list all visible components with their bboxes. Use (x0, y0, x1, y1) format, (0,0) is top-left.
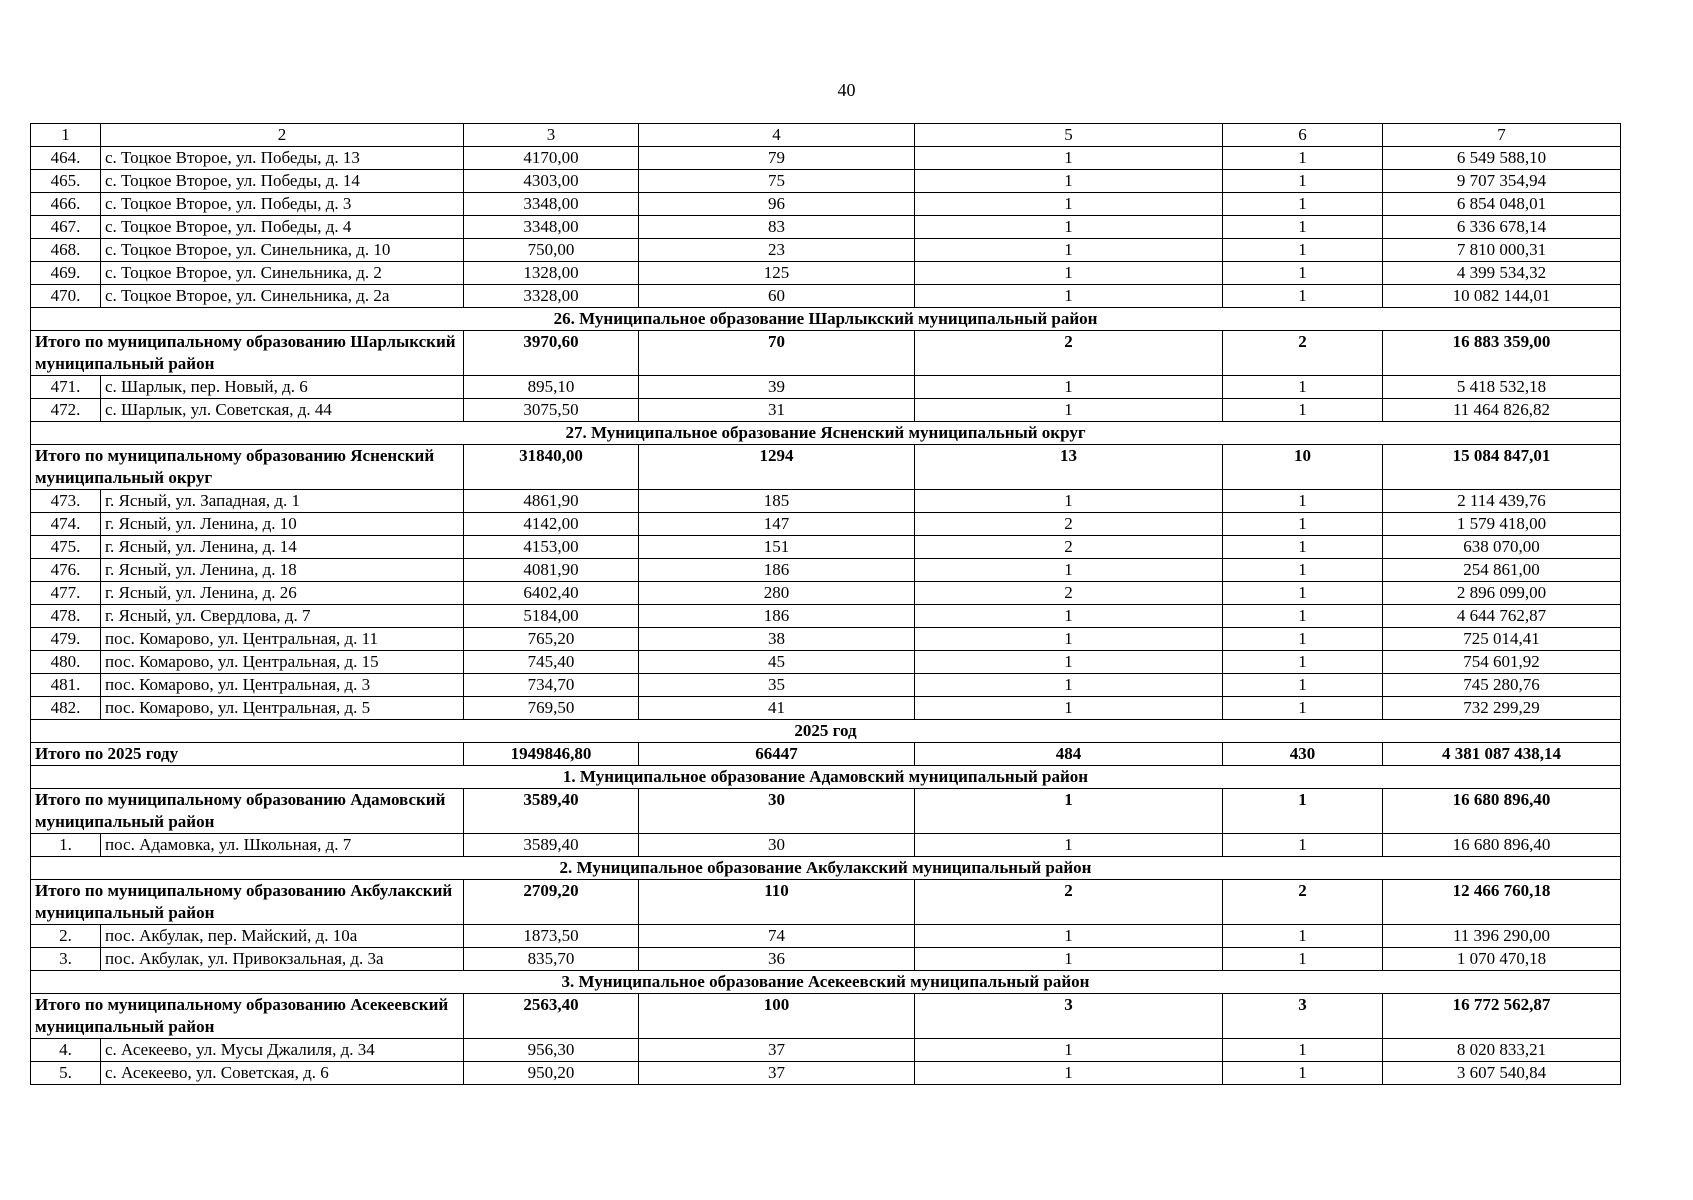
total-value-cell: 1 (1223, 789, 1383, 834)
value-cell: 3328,00 (464, 285, 639, 308)
value-cell: 638 070,00 (1383, 536, 1621, 559)
total-value-cell: 16 680 896,40 (1383, 789, 1621, 834)
total-value-cell: 100 (639, 994, 915, 1039)
value-cell: 1 (915, 628, 1223, 651)
value-cell: 745 280,76 (1383, 674, 1621, 697)
section-heading-row (31, 857, 1621, 880)
value-cell: 9 707 354,94 (1383, 170, 1621, 193)
value-cell: 4 399 534,32 (1383, 262, 1621, 285)
value-cell: 35 (639, 674, 915, 697)
row-number-cell: 4. (31, 1039, 101, 1062)
value-cell: 745,40 (464, 651, 639, 674)
address-cell: с. Шарлык, пер. Новый, д. 6 (101, 376, 464, 399)
housing-table (30, 123, 1621, 1085)
value-cell: 60 (639, 285, 915, 308)
value-cell: 254 861,00 (1383, 559, 1621, 582)
table-row (31, 239, 1621, 262)
row-number-cell: 482. (31, 697, 101, 720)
value-cell: 2 (915, 582, 1223, 605)
value-cell: 30 (639, 834, 915, 857)
value-cell: 4 644 762,87 (1383, 605, 1621, 628)
value-cell: 835,70 (464, 948, 639, 971)
value-cell: 37 (639, 1039, 915, 1062)
value-cell: 16 680 896,40 (1383, 834, 1621, 857)
value-cell: 1 (915, 651, 1223, 674)
column-number-cell: 6 (1223, 124, 1383, 147)
subtotal-row (31, 789, 1621, 834)
value-cell: 3589,40 (464, 834, 639, 857)
row-number-cell: 476. (31, 559, 101, 582)
address-cell: с. Тоцкое Второе, ул. Победы, д. 3 (101, 193, 464, 216)
column-number-cell: 3 (464, 124, 639, 147)
address-cell: пос. Комарово, ул. Центральная, д. 11 (101, 628, 464, 651)
total-value-cell: 10 (1223, 445, 1383, 490)
subtotal-row (31, 994, 1621, 1039)
value-cell: 1 (1223, 216, 1383, 239)
value-cell: 1 (915, 559, 1223, 582)
section-heading-row (31, 308, 1621, 331)
address-cell: пос. Комарово, ул. Центральная, д. 5 (101, 697, 464, 720)
year-total-row (31, 743, 1621, 766)
address-cell: с. Тоцкое Второе, ул. Синельника, д. 2 (101, 262, 464, 285)
value-cell: 1 (915, 376, 1223, 399)
value-cell: 186 (639, 605, 915, 628)
section-heading-row (31, 971, 1621, 994)
table-row (31, 559, 1621, 582)
value-cell: 1 (1223, 399, 1383, 422)
value-cell: 1 (1223, 1062, 1383, 1085)
table-row (31, 628, 1621, 651)
value-cell: 4081,90 (464, 559, 639, 582)
value-cell: 754 601,92 (1383, 651, 1621, 674)
address-cell: пос. Акбулак, ул. Привокзальная, д. 3а (101, 948, 464, 971)
table-row (31, 925, 1621, 948)
table-row (31, 834, 1621, 857)
value-cell: 280 (639, 582, 915, 605)
address-cell: с. Тоцкое Второе, ул. Синельника, д. 10 (101, 239, 464, 262)
total-value-cell: 2 (1223, 331, 1383, 376)
total-value-cell: 16 883 359,00 (1383, 331, 1621, 376)
value-cell: 1 (915, 605, 1223, 628)
address-cell: с. Тоцкое Второе, ул. Победы, д. 14 (101, 170, 464, 193)
value-cell: 1328,00 (464, 262, 639, 285)
value-cell: 3348,00 (464, 193, 639, 216)
table-row (31, 285, 1621, 308)
address-cell: с. Шарлык, ул. Советская, д. 44 (101, 399, 464, 422)
column-number-cell: 5 (915, 124, 1223, 147)
total-value-cell: 12 466 760,18 (1383, 880, 1621, 925)
row-number-cell: 468. (31, 239, 101, 262)
row-number-cell: 475. (31, 536, 101, 559)
value-cell: 4303,00 (464, 170, 639, 193)
value-cell: 732 299,29 (1383, 697, 1621, 720)
value-cell: 31 (639, 399, 915, 422)
value-cell: 83 (639, 216, 915, 239)
total-label: Итого по 2025 году (31, 743, 464, 766)
address-cell: с. Тоцкое Второе, ул. Победы, д. 4 (101, 216, 464, 239)
section-title: 26. Муниципальное образование Шарлыкский муниципальный район (31, 308, 1621, 331)
value-cell: 1 (1223, 285, 1383, 308)
value-cell: 1 (1223, 651, 1383, 674)
row-number-cell: 477. (31, 582, 101, 605)
table-row (31, 193, 1621, 216)
address-cell: с. Тоцкое Второе, ул. Синельника, д. 2а (101, 285, 464, 308)
value-cell: 1 (1223, 834, 1383, 857)
total-value-cell: 1 (915, 789, 1223, 834)
table-row (31, 513, 1621, 536)
row-number-cell: 467. (31, 216, 101, 239)
total-value-cell: 2 (915, 331, 1223, 376)
value-cell: 1 (915, 285, 1223, 308)
total-value-cell: 3589,40 (464, 789, 639, 834)
address-cell: г. Ясный, ул. Западная, д. 1 (101, 490, 464, 513)
total-value-cell: 3 (915, 994, 1223, 1039)
value-cell: 1 (915, 262, 1223, 285)
value-cell: 2 (915, 536, 1223, 559)
row-number-cell: 470. (31, 285, 101, 308)
address-cell: г. Ясный, ул. Ленина, д. 26 (101, 582, 464, 605)
value-cell: 6402,40 (464, 582, 639, 605)
value-cell: 3 607 540,84 (1383, 1062, 1621, 1085)
total-value-cell: 16 772 562,87 (1383, 994, 1621, 1039)
address-cell: пос. Комарово, ул. Центральная, д. 3 (101, 674, 464, 697)
section-heading-row (31, 766, 1621, 789)
value-cell: 2 114 439,76 (1383, 490, 1621, 513)
value-cell: 769,50 (464, 697, 639, 720)
row-number-cell: 481. (31, 674, 101, 697)
value-cell: 5184,00 (464, 605, 639, 628)
value-cell: 725 014,41 (1383, 628, 1621, 651)
value-cell: 11 464 826,82 (1383, 399, 1621, 422)
row-number-cell: 480. (31, 651, 101, 674)
value-cell: 2 (915, 513, 1223, 536)
value-cell: 1 (1223, 697, 1383, 720)
value-cell: 11 396 290,00 (1383, 925, 1621, 948)
value-cell: 1 (915, 834, 1223, 857)
value-cell: 1 (1223, 147, 1383, 170)
value-cell: 23 (639, 239, 915, 262)
section-heading-row (31, 422, 1621, 445)
address-cell: с. Тоцкое Второе, ул. Победы, д. 13 (101, 147, 464, 170)
value-cell: 37 (639, 1062, 915, 1085)
address-cell: пос. Акбулак, пер. Майский, д. 10а (101, 925, 464, 948)
table-row (31, 490, 1621, 513)
column-number-cell: 2 (101, 124, 464, 147)
table-row (31, 697, 1621, 720)
row-number-cell: 5. (31, 1062, 101, 1085)
value-cell: 1873,50 (464, 925, 639, 948)
total-label: Итого по муниципальному образованию Адамовский муниципальный район (31, 789, 464, 834)
subtotal-row (31, 880, 1621, 925)
total-value-cell: 484 (915, 743, 1223, 766)
row-number-cell: 471. (31, 376, 101, 399)
section-title: 3. Муниципальное образование Асекеевский муниципальный район (31, 971, 1621, 994)
value-cell: 1 (1223, 628, 1383, 651)
total-label: Итого по муниципальному образованию Акбулакский муниципальный район (31, 880, 464, 925)
row-number-cell: 3. (31, 948, 101, 971)
value-cell: 3075,50 (464, 399, 639, 422)
total-value-cell: 2 (915, 880, 1223, 925)
row-number-cell: 465. (31, 170, 101, 193)
row-number-cell: 474. (31, 513, 101, 536)
value-cell: 1 (1223, 239, 1383, 262)
value-cell: 1 (1223, 513, 1383, 536)
page-number: 40 (837, 80, 856, 100)
table-row (31, 1062, 1621, 1085)
value-cell: 1 (915, 170, 1223, 193)
row-number-cell: 1. (31, 834, 101, 857)
total-value-cell: 2563,40 (464, 994, 639, 1039)
column-number-cell: 4 (639, 124, 915, 147)
table-row (31, 170, 1621, 193)
value-cell: 1 (1223, 674, 1383, 697)
total-label: Итого по муниципальному образованию Асекеевский муниципальный район (31, 994, 464, 1039)
value-cell: 36 (639, 948, 915, 971)
total-value-cell: 3 (1223, 994, 1383, 1039)
row-number-cell: 479. (31, 628, 101, 651)
value-cell: 4861,90 (464, 490, 639, 513)
section-title: 2. Муниципальное образование Акбулакский муниципальный район (31, 857, 1621, 880)
value-cell: 6 854 048,01 (1383, 193, 1621, 216)
table-row (31, 216, 1621, 239)
value-cell: 1 (1223, 605, 1383, 628)
value-cell: 186 (639, 559, 915, 582)
value-cell: 4153,00 (464, 536, 639, 559)
value-cell: 1 579 418,00 (1383, 513, 1621, 536)
section-title: 27. Муниципальное образование Ясненский муниципальный округ (31, 422, 1621, 445)
value-cell: 3348,00 (464, 216, 639, 239)
value-cell: 5 418 532,18 (1383, 376, 1621, 399)
table-row (31, 605, 1621, 628)
address-cell: пос. Адамовка, ул. Школьная, д. 7 (101, 834, 464, 857)
value-cell: 1 (1223, 582, 1383, 605)
value-cell: 147 (639, 513, 915, 536)
value-cell: 79 (639, 147, 915, 170)
table-row (31, 147, 1621, 170)
value-cell: 10 082 144,01 (1383, 285, 1621, 308)
column-number-row (31, 124, 1621, 147)
row-number-cell: 473. (31, 490, 101, 513)
row-number-cell: 469. (31, 262, 101, 285)
value-cell: 1 (1223, 490, 1383, 513)
section-title: 2025 год (31, 720, 1621, 743)
total-value-cell: 70 (639, 331, 915, 376)
value-cell: 1 (915, 674, 1223, 697)
address-cell: пос. Комарово, ул. Центральная, д. 15 (101, 651, 464, 674)
address-cell: г. Ясный, ул. Ленина, д. 10 (101, 513, 464, 536)
table-row (31, 376, 1621, 399)
row-number-cell: 466. (31, 193, 101, 216)
total-value-cell: 3970,60 (464, 331, 639, 376)
value-cell: 4142,00 (464, 513, 639, 536)
value-cell: 1 (1223, 262, 1383, 285)
value-cell: 1 (1223, 925, 1383, 948)
value-cell: 1 (915, 147, 1223, 170)
total-value-cell: 110 (639, 880, 915, 925)
address-cell: с. Асекеево, ул. Советская, д. 6 (101, 1062, 464, 1085)
total-value-cell: 1949846,80 (464, 743, 639, 766)
row-number-cell: 472. (31, 399, 101, 422)
table-row (31, 651, 1621, 674)
value-cell: 1 (915, 216, 1223, 239)
value-cell: 8 020 833,21 (1383, 1039, 1621, 1062)
total-value-cell: 1294 (639, 445, 915, 490)
value-cell: 895,10 (464, 376, 639, 399)
table-row (31, 536, 1621, 559)
value-cell: 750,00 (464, 239, 639, 262)
row-number-cell: 2. (31, 925, 101, 948)
total-value-cell: 15 084 847,01 (1383, 445, 1621, 490)
total-label: Итого по муниципальному образованию Ясненский муниципальный округ (31, 445, 464, 490)
value-cell: 39 (639, 376, 915, 399)
value-cell: 1 (1223, 376, 1383, 399)
total-value-cell: 4 381 087 438,14 (1383, 743, 1621, 766)
value-cell: 125 (639, 262, 915, 285)
value-cell: 1 (915, 239, 1223, 262)
value-cell: 45 (639, 651, 915, 674)
value-cell: 1 (915, 1039, 1223, 1062)
value-cell: 6 549 588,10 (1383, 147, 1621, 170)
value-cell: 734,70 (464, 674, 639, 697)
value-cell: 38 (639, 628, 915, 651)
value-cell: 1 (1223, 559, 1383, 582)
value-cell: 950,20 (464, 1062, 639, 1085)
address-cell: с. Асекеево, ул. Мусы Джалиля, д. 34 (101, 1039, 464, 1062)
value-cell: 74 (639, 925, 915, 948)
value-cell: 1 (915, 193, 1223, 216)
column-number-cell: 7 (1383, 124, 1621, 147)
table-row (31, 1039, 1621, 1062)
table-row (31, 948, 1621, 971)
address-cell: г. Ясный, ул. Ленина, д. 18 (101, 559, 464, 582)
table-row (31, 674, 1621, 697)
total-value-cell: 2 (1223, 880, 1383, 925)
value-cell: 4170,00 (464, 147, 639, 170)
table-row (31, 262, 1621, 285)
value-cell: 1 070 470,18 (1383, 948, 1621, 971)
value-cell: 6 336 678,14 (1383, 216, 1621, 239)
total-value-cell: 30 (639, 789, 915, 834)
value-cell: 41 (639, 697, 915, 720)
value-cell: 1 (915, 925, 1223, 948)
value-cell: 96 (639, 193, 915, 216)
total-value-cell: 66447 (639, 743, 915, 766)
table-row (31, 399, 1621, 422)
value-cell: 1 (915, 399, 1223, 422)
value-cell: 1 (915, 697, 1223, 720)
row-number-cell: 478. (31, 605, 101, 628)
address-cell: г. Ясный, ул. Ленина, д. 14 (101, 536, 464, 559)
value-cell: 7 810 000,31 (1383, 239, 1621, 262)
value-cell: 1 (915, 490, 1223, 513)
value-cell: 1 (915, 1062, 1223, 1085)
table-row (31, 582, 1621, 605)
address-cell: г. Ясный, ул. Свердлова, д. 7 (101, 605, 464, 628)
value-cell: 1 (915, 948, 1223, 971)
column-number-cell: 1 (31, 124, 101, 147)
total-value-cell: 2709,20 (464, 880, 639, 925)
value-cell: 2 896 099,00 (1383, 582, 1621, 605)
subtotal-row (31, 445, 1621, 490)
value-cell: 1 (1223, 170, 1383, 193)
value-cell: 765,20 (464, 628, 639, 651)
subtotal-row (31, 331, 1621, 376)
value-cell: 1 (1223, 193, 1383, 216)
value-cell: 1 (1223, 536, 1383, 559)
total-value-cell: 13 (915, 445, 1223, 490)
section-title: 1. Муниципальное образование Адамовский муниципальный район (31, 766, 1621, 789)
section-heading-row (31, 720, 1621, 743)
value-cell: 1 (1223, 948, 1383, 971)
value-cell: 956,30 (464, 1039, 639, 1062)
value-cell: 1 (1223, 1039, 1383, 1062)
value-cell: 151 (639, 536, 915, 559)
row-number-cell: 464. (31, 147, 101, 170)
total-label: Итого по муниципальному образованию Шарлыкский муниципальный район (31, 331, 464, 376)
total-value-cell: 430 (1223, 743, 1383, 766)
value-cell: 75 (639, 170, 915, 193)
total-value-cell: 31840,00 (464, 445, 639, 490)
value-cell: 185 (639, 490, 915, 513)
